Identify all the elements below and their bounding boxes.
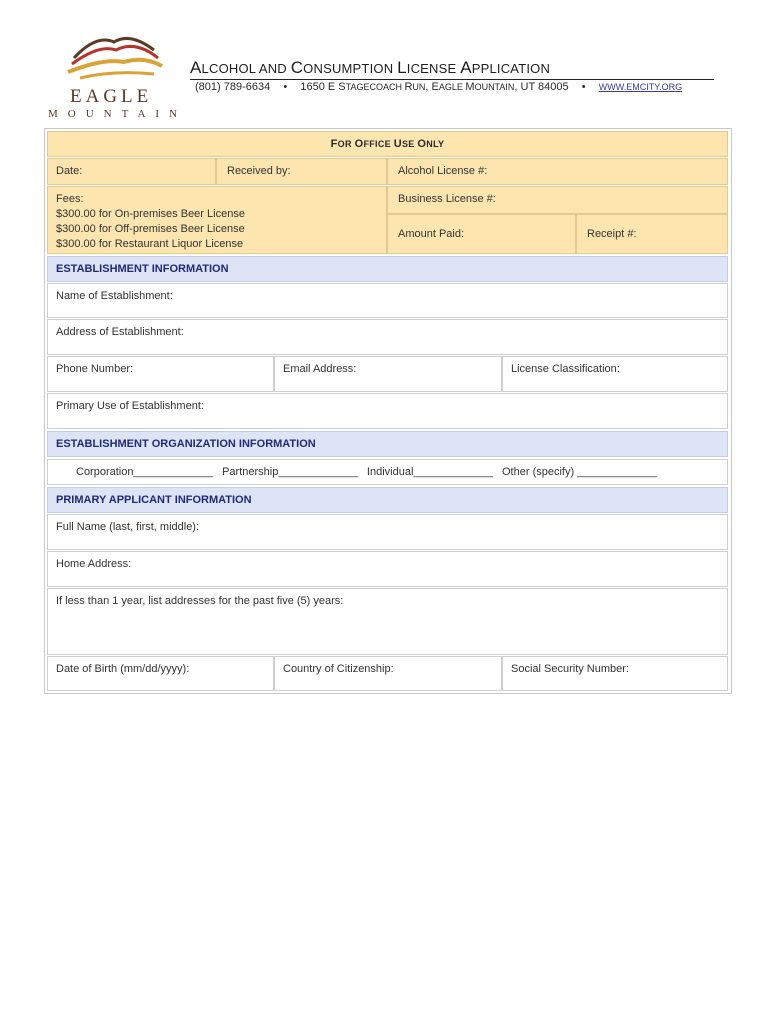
- street-address: 1650 E STAGECOACH RUN, EAGLE MOUNTAIN, UT 84005: [300, 81, 569, 93]
- office-received-by-field[interactable]: Received by:: [216, 158, 387, 185]
- logo-word-mountain: MOUNTAIN: [48, 108, 188, 120]
- establishment-email-field[interactable]: Email Address:: [274, 356, 502, 392]
- org-option-corporation[interactable]: Corporation_____________: [76, 466, 214, 478]
- establishment-address-field[interactable]: Address of Establishment:: [47, 319, 728, 355]
- org-option-other[interactable]: Other (specify) _____________: [502, 466, 657, 478]
- organization-info-heading: ESTABLISHMENT ORGANIZATION INFORMATION: [47, 431, 728, 457]
- office-alcohol-license-field[interactable]: Alcohol License #:: [387, 158, 728, 185]
- ssn-field[interactable]: Social Security Number:: [502, 656, 728, 691]
- establishment-info-heading: ESTABLISHMENT INFORMATION: [47, 256, 728, 282]
- past-addresses-field[interactable]: If less than 1 year, list addresses for the past five (5) years:: [47, 588, 728, 655]
- fee-restaurant-liquor: $300.00 for Restaurant Liquor License: [56, 238, 244, 250]
- contact-line: [195, 81, 682, 93]
- home-address-field[interactable]: Home Address:: [47, 551, 728, 587]
- mountain-logo-icon: [44, 28, 184, 88]
- office-receipt-field[interactable]: Receipt #:: [576, 214, 728, 254]
- bullet-separator: •: [581, 81, 586, 93]
- office-fees-info: Fees: $300.00 for On-premises Beer License $300.00 for Off-premises Beer License $300.00 for Restaurant Liquor License: [47, 186, 387, 254]
- fee-off-premises-beer: $300.00 for Off-premises Beer License: [56, 223, 245, 235]
- page-title: ALCOHOL AND CONSUMPTION LICENSE APPLICATION: [190, 58, 714, 80]
- license-classification-field[interactable]: License Classification:: [502, 356, 728, 392]
- bullet-separator: •: [283, 81, 288, 93]
- organization-options-row: [47, 459, 728, 485]
- org-option-partnership[interactable]: Partnership_____________: [222, 466, 358, 478]
- phone-number: (801) 789-6634: [195, 81, 271, 93]
- date-of-birth-field[interactable]: Date of Birth (mm/dd/yyyy):: [47, 656, 274, 691]
- citizenship-field[interactable]: Country of Citizenship:: [274, 656, 502, 691]
- full-name-field[interactable]: Full Name (last, first, middle):: [47, 514, 728, 550]
- fee-on-premises-beer: $300.00 for On-premises Beer License: [56, 208, 245, 220]
- org-option-individual[interactable]: Individual_____________: [366, 466, 493, 478]
- primary-use-field[interactable]: Primary Use of Establishment:: [47, 393, 728, 429]
- office-date-field[interactable]: Date:: [47, 158, 216, 185]
- establishment-name-field[interactable]: Name of Establishment:: [47, 283, 728, 318]
- establishment-phone-field[interactable]: Phone Number:: [47, 356, 274, 392]
- office-use-heading: FOR OFFICE USE ONLY: [47, 131, 728, 157]
- eagle-mountain-logo: [44, 28, 188, 120]
- website-link[interactable]: WWW.EMCITY.ORG: [598, 82, 683, 92]
- logo-word-eagle: EAGLE: [70, 86, 153, 107]
- office-business-license-field[interactable]: Business License #:: [387, 186, 728, 214]
- applicant-info-heading: PRIMARY APPLICANT INFORMATION: [47, 487, 728, 513]
- office-amount-paid-field[interactable]: Amount Paid:: [387, 214, 576, 254]
